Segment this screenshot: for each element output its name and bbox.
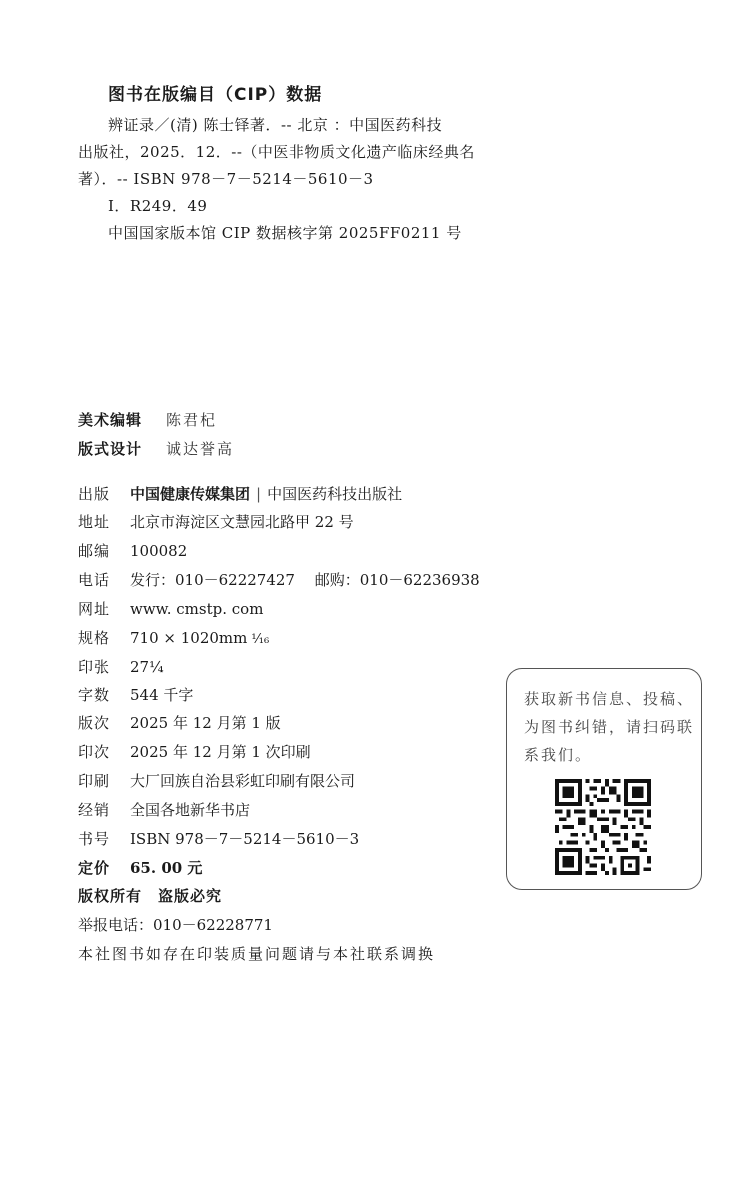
printing-value: 2025 年 12 月第 1 次印刷 — [130, 743, 311, 761]
report-row — [78, 914, 273, 935]
spec-fraction: ¹⁄₁₆ — [251, 632, 270, 647]
art-editor-name: 陈君杞 — [166, 411, 218, 429]
isbn-label: 书号 — [78, 830, 111, 848]
qr-panel-text: 获取新书信息、投稿、为图书纠错，请扫码联系我们。 — [524, 690, 695, 764]
isbn-value: ISBN 978－7－5214－5610－3 — [130, 830, 360, 848]
copyright-row — [78, 885, 222, 906]
qr-code-icon[interactable] — [555, 779, 651, 875]
cip-line-1: 辨证录／(清) 陈士铎著．-- 北京 ：中国医药科技 — [108, 116, 443, 134]
sheets-label: 印张 — [78, 658, 111, 676]
postcode-value: 100082 — [130, 542, 188, 560]
distributor-label: 经销 — [78, 801, 111, 819]
publisher-separator: | — [256, 485, 262, 503]
printer-value: 大厂回族自治县彩虹印刷有限公司 — [130, 772, 356, 790]
edition-value: 2025 年 12 月第 1 版 — [130, 714, 281, 732]
distributor-value: 全国各地新华书店 — [130, 801, 251, 819]
printing-label: 印次 — [78, 743, 111, 761]
publisher-group: 中国健康传媒集团 — [130, 485, 251, 503]
address-label: 地址 — [78, 513, 111, 531]
sheets-value: 27 — [130, 658, 150, 676]
address-value: 北京市海淀区文慧园北路甲 22 号 — [130, 513, 354, 531]
postcode-label: 邮编 — [78, 542, 111, 560]
postcode-row — [78, 540, 187, 561]
art-editor-row — [78, 409, 217, 430]
isbn-row — [78, 828, 359, 849]
printing-row — [78, 741, 311, 762]
words-value: 544 千字 — [130, 686, 194, 704]
price-value: 65. 00 元 — [130, 859, 203, 877]
spec-label: 规格 — [78, 629, 111, 647]
address-row — [78, 511, 354, 532]
phone-value: 发行：010－62227427 邮购：010－62236938 — [130, 571, 480, 589]
phone-label: 电话 — [78, 571, 111, 589]
distributor-row — [78, 799, 250, 820]
phone-row — [78, 569, 480, 590]
edition-row — [78, 712, 281, 733]
art-editor-label: 美术编辑 — [78, 411, 143, 429]
cip-title: 图书在版编目（CIP）数据 — [108, 85, 323, 105]
words-label: 字数 — [78, 686, 111, 704]
website-label: 网址 — [78, 600, 111, 618]
design-label: 版式设计 — [78, 440, 143, 458]
design-name: 诚达誉高 — [166, 440, 235, 458]
publisher-row — [78, 483, 402, 504]
words-row — [78, 684, 193, 705]
printer-label: 印刷 — [78, 772, 111, 790]
edition-label: 版次 — [78, 714, 111, 732]
sheets-fraction: ¼ — [149, 658, 164, 676]
design-row — [78, 438, 234, 459]
cip-line-3: 著）．-- ISBN 978－7－5214－5610－3 — [78, 170, 374, 188]
printer-row — [78, 770, 355, 791]
qr-panel — [506, 668, 702, 890]
website-value: www. cmstp. com — [130, 600, 264, 618]
copyright-notice: 版权所有 盗版必究 — [78, 887, 223, 905]
spec-row — [78, 627, 269, 648]
price-row — [78, 857, 202, 878]
sheets-row — [78, 656, 164, 677]
cip-classification: Ⅰ．R249．49 — [108, 197, 208, 215]
cip-number: 中国国家版本馆 CIP 数据核字第 2025FF0211 号 — [108, 224, 462, 242]
report-phone: 举报电话：010－62228771 — [78, 916, 273, 934]
price-label: 定价 — [78, 859, 111, 877]
cip-line-2: 出版社，2025．12．--（中医非物质文化遗产临床经典名 — [78, 143, 475, 161]
exchange-notice: 本社图书如存在印装质量问题请与本社联系调换 — [78, 945, 436, 963]
publisher-name: 中国医药科技出版社 — [267, 485, 403, 503]
publisher-label: 出版 — [78, 485, 111, 503]
notice-row — [78, 943, 435, 964]
website-row — [78, 598, 263, 619]
spec-value: 710 × 1020mm — [130, 629, 248, 647]
